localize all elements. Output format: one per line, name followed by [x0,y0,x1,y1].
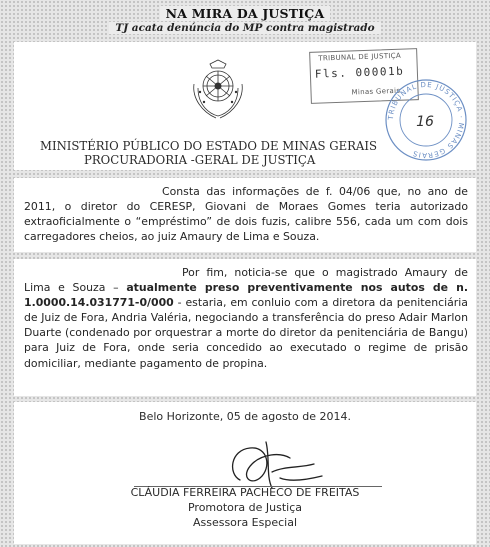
paragraph-2: Por fim, noticia-se que o magistrado Amaury de Lima e Souza – atualmente preso preventivamente nos autos de n. 1.0000.14.031771-0/000 - estaria, em conluio com a diretora da penitenciária de Juiz de Fora, Andria Valéria, negociando a transferência do preso Adair Marlon Duarte (condenado por orquestrar a morte do diretor da penitenciária de Bangu) para Juiz de Fora, onde seria concedido ao executado o regime de prisão domiciliar, mediante pagamento de propina. [24,266,468,370]
signature-panel [14,402,476,544]
excerpt-1 [14,178,476,252]
stamp-number: Fls. 00001b [314,64,405,81]
case-number: atualmente preso preventivamente nos autos de n. 1.0000.14.031771-0/000 [24,281,468,310]
stamp-title: TRIBUNAL DE JUSTIÇA [318,51,402,63]
org-name: MINISTÉRIO PÚBLICO DO ESTADO DE MINAS GERAIS [40,139,377,153]
org-department: PROCURADORIA -GERAL DE JUSTIÇA [84,153,316,167]
excerpt-2 [14,259,476,396]
subheadline: TJ acata denúncia do MP contra magistrado [0,22,490,34]
coat-of-arms-icon [188,58,248,122]
letterhead-panel [14,42,476,170]
signer-title: Assessora Especial [192,516,298,529]
stamp-location: Minas Gerais [351,86,401,97]
svg-text:16: 16 [416,114,434,130]
article-header [0,0,490,40]
signer-role: Promotora de Justiça [187,501,303,514]
paragraph-1: Consta das informações de f. 04/06 que, no ano de 2011, o diretor do CERESP, Giovani de Moraes Gomes teria autorizado extraoficialmente o “empréstimo” de dois fuzis, calibre 556, cada um com dois carregadores cheios, ao juiz Amaury de Lima e Souza. [24,185,468,244]
signer-name: CLÁUDIA FERREIRA PACHECO DE FREITAS [130,486,360,499]
svg-text:TRIBUNAL DE JUSTIÇA · MINAS GE: TRIBUNAL DE JUSTIÇA · MINAS GERAIS [386,80,466,160]
headline: NA MIRA DA JUSTIÇA [0,6,490,21]
date-line: Belo Horizonte, 05 de agosto de 2014. [139,410,351,423]
